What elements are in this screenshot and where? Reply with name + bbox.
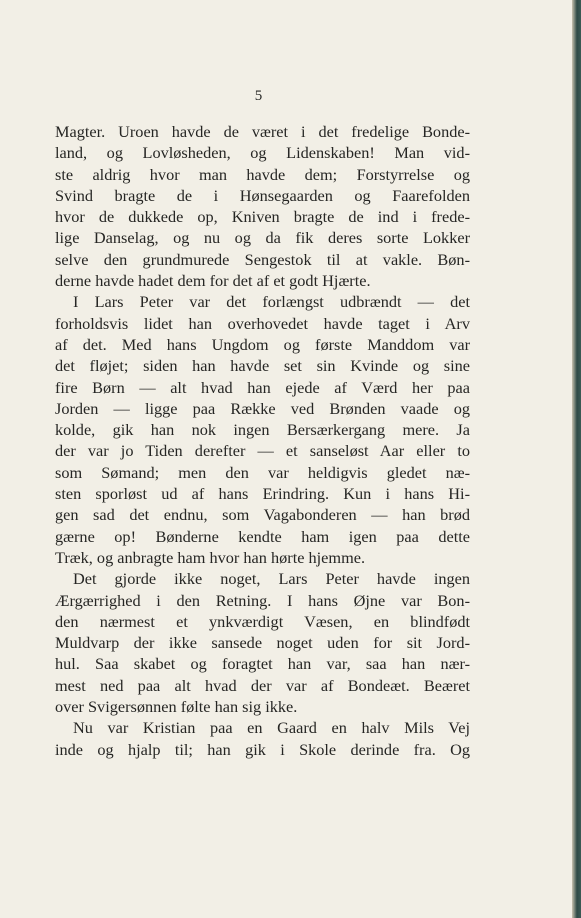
text-line: selve den grundmurede Sengestok til at vakle. Bøn- xyxy=(55,249,470,269)
text-line: forholdsvis lidet han overhovedet havde taget i Arv xyxy=(55,313,470,333)
text-line: af det. Med hans Ungdom og første Manddom var xyxy=(55,334,470,354)
text-line: Jorden — ligge paa Række ved Brønden vaade og xyxy=(55,398,470,418)
text-line: mest ned paa alt hvad der var af Bondeæt. Beæret xyxy=(55,675,470,695)
text-line: derne havde hadet dem for det af et godt Hjærte. xyxy=(55,271,371,291)
text-line: Magter. Uroen havde de været i det fredelige Bonde- xyxy=(55,122,470,141)
text-line: Ærgærrighed i den Retning. I hans Øjne var Bon- xyxy=(55,590,470,610)
text-line: over Svigersønnen følte han sig ikke. xyxy=(55,697,298,717)
text-line: lige Danselag, og nu og da fik deres sorte Lokker xyxy=(55,228,470,248)
text-line: hul. Saa skabet og foragtet han var, saa han nær- xyxy=(55,654,470,674)
text-line: der var jo Tiden derefter — et sanseløst Aar eller to xyxy=(55,441,470,461)
text-line: den nærmest et ynkværdigt Væsen, en blindfødt xyxy=(55,611,470,631)
text-line: I Lars Peter var det forlængst udbrændt — det xyxy=(73,292,470,312)
text-line: Svind bragte de i Hønsegaarden og Faarefolden xyxy=(55,185,470,205)
text-line: ste aldrig hvor man havde dem; Forstyrrelse og xyxy=(55,164,470,184)
text-line: Træk, og anbragte ham hvor han hørte hjemme. xyxy=(55,547,366,567)
text-line: Det gjorde ikke noget, Lars Peter havde ingen xyxy=(73,569,470,589)
text-line: Muldvarp der ikke sansede noget uden for sit Jord- xyxy=(55,633,470,653)
text-line: som Sømand; men den var heldigvis gledet næ- xyxy=(55,462,470,482)
text-line: land, og Lovløsheden, og Lidenskaben! Man vid- xyxy=(55,143,470,163)
text-line: hvor de dukkede op, Kniven bragte de ind i frede- xyxy=(55,207,470,227)
body-text xyxy=(55,121,470,760)
page-number: 5 xyxy=(254,88,263,104)
text-line: kolde, gik han nok ingen Bersærkergang mere. Ja xyxy=(55,420,470,440)
text-line: fire Børn — alt hvad han ejede af Værd her paa xyxy=(55,377,470,397)
text-line: gærne op! Bønderne kendte ham igen paa dette xyxy=(55,526,470,546)
text-line: det fløjet; siden han havde set sin Kvinde og sine xyxy=(55,356,470,376)
text-line: inde og hjalp til; han gik i Skole derinde fra. Og xyxy=(55,739,470,759)
text-line: Nu var Kristian paa en Gaard en halv Mils Vej xyxy=(73,718,470,738)
text-line: sten sporløst ud af hans Erindring. Kun i hans Hi- xyxy=(55,484,470,504)
text-line: gen sad det endnu, som Vagabonderen — han brød xyxy=(55,505,470,525)
page-edge xyxy=(572,0,581,918)
